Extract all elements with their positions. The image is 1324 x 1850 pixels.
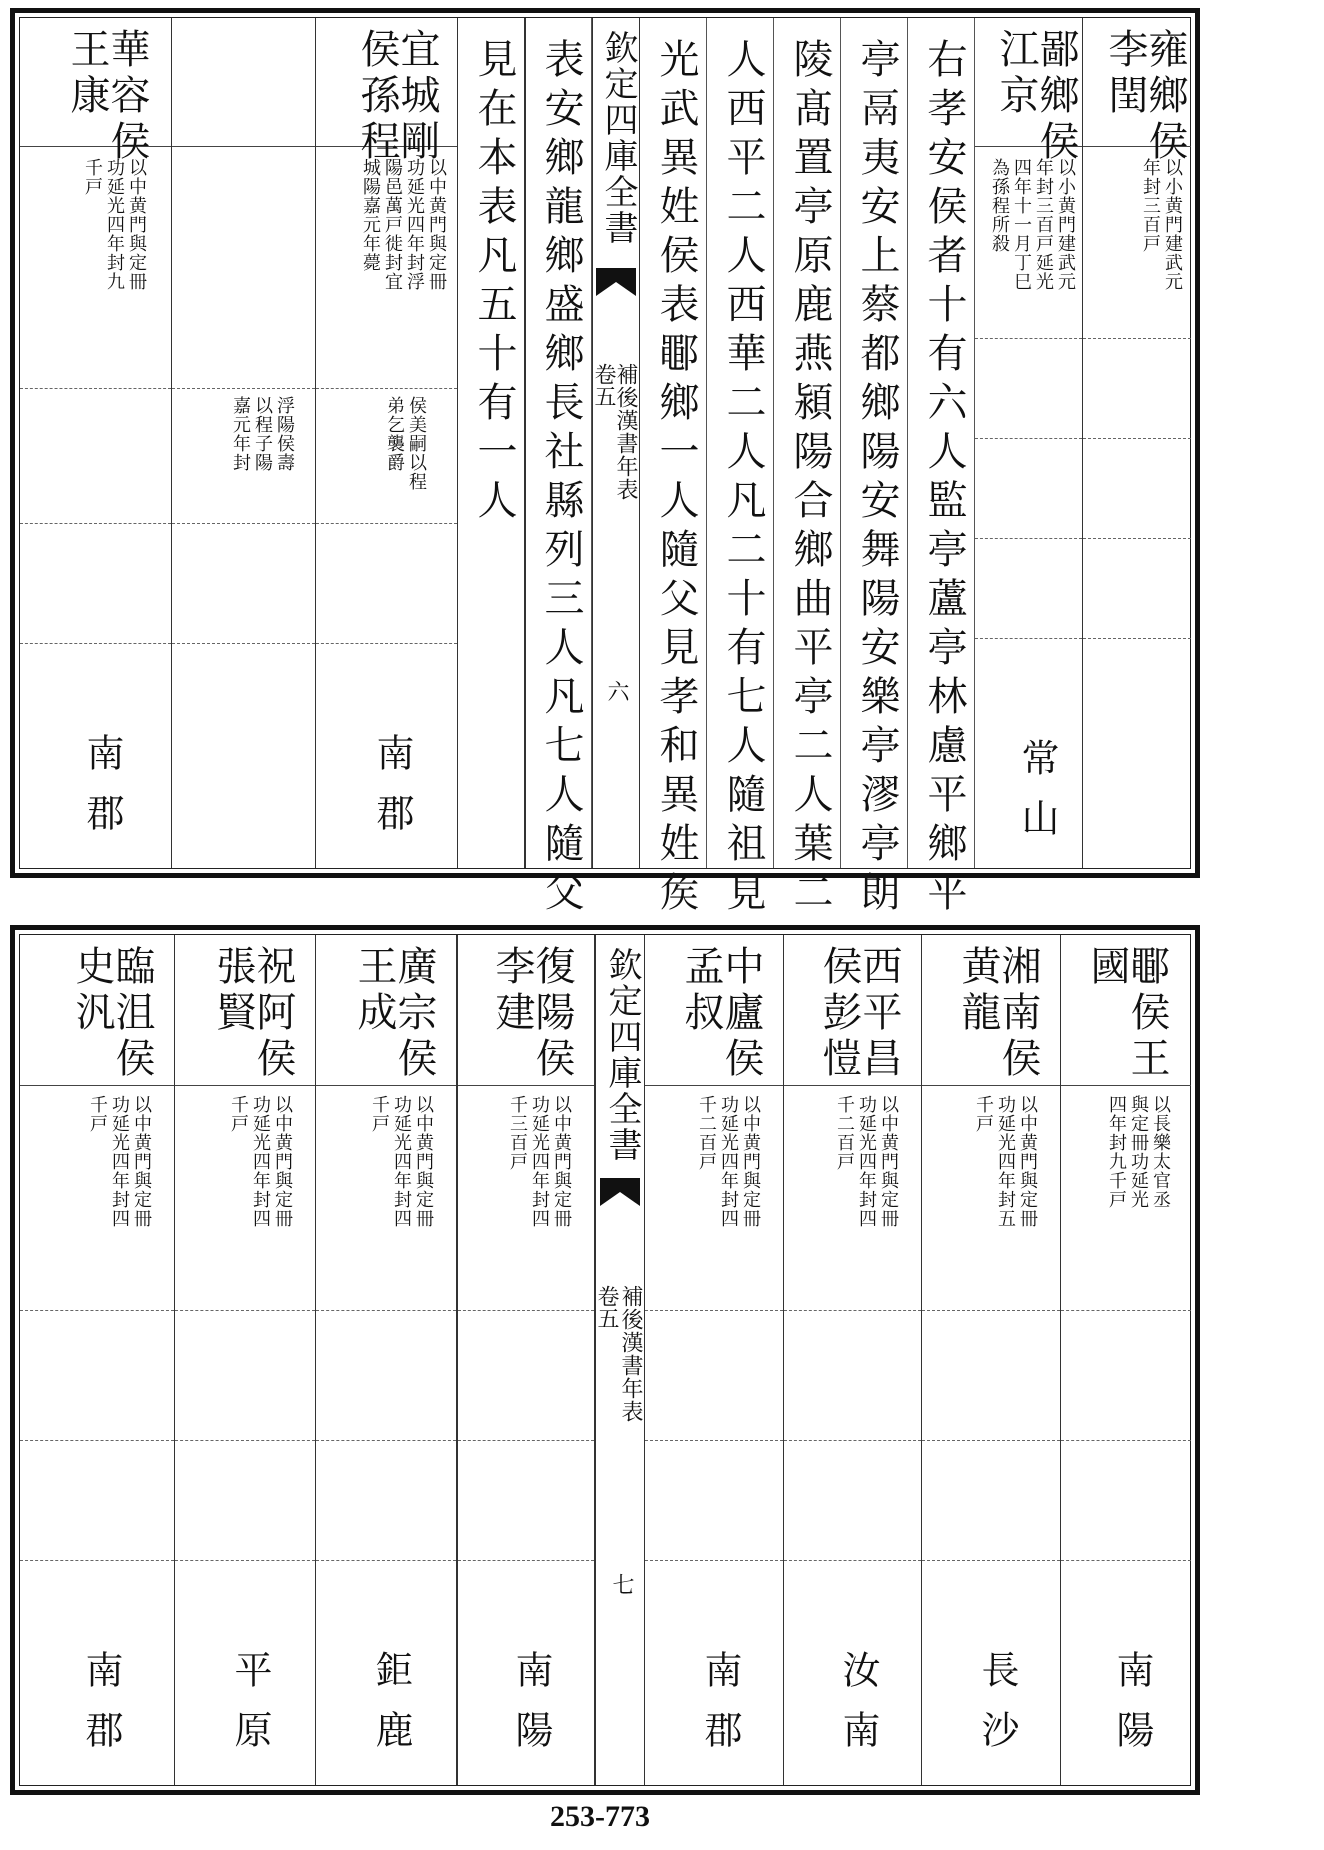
table-column	[20, 935, 175, 1785]
table-column	[457, 935, 595, 1785]
successor-note: 侯美嗣以程 弟乞襲爵	[384, 396, 427, 491]
table-column	[645, 935, 784, 1785]
commandery-name: 鉅鹿	[369, 1650, 413, 1770]
fief-note: 以中黄門與定冊 功延光四年封四 千戸	[369, 1095, 434, 1228]
fief-note: 以小黄門建武元 年封三百戸	[1140, 158, 1183, 291]
text-column	[525, 18, 592, 920]
fief-note: 以中黄門與定冊 功延光四年封五 千戸	[973, 1095, 1038, 1228]
fishtail-mark-icon	[600, 1178, 640, 1206]
marquis-title: 廣宗侯 王成	[351, 945, 437, 1083]
text-column	[458, 18, 525, 868]
volume-label: 卷五	[591, 363, 616, 407]
marquis-title: 宜城剛 侯孫程	[354, 28, 440, 166]
commandery-name: 南郡	[370, 733, 414, 853]
fief-note: 以中黄門與定冊 功延光四年封四 千二百戸	[696, 1095, 761, 1228]
bottom-page-frame	[19, 934, 1191, 1786]
marquis-title: 復陽侯 李建	[489, 945, 575, 1083]
bottom-page	[10, 925, 1200, 1795]
commandery-name: 南陽	[509, 1650, 553, 1770]
summary-text: 亭鬲夷安上蔡都鄉陽安舞陽安樂亭漻亭朗	[854, 38, 900, 920]
book-title: 欽定四庫全書	[602, 947, 642, 1163]
text-column	[640, 18, 707, 920]
table-column	[1083, 18, 1191, 868]
fief-note: 以中黄門與定冊 功延光四年封九 千戸	[82, 158, 147, 291]
table-column	[784, 935, 922, 1785]
commandery-name: 汝南	[836, 1650, 880, 1770]
marquis-title: 中廬侯 孟叔	[678, 945, 764, 1083]
fief-note: 以中黄門與定冊 功延光四年封四 千戸	[87, 1095, 152, 1228]
center-spine	[592, 18, 640, 868]
table-column	[172, 18, 316, 868]
fief-note: 以長樂太官丞 與定冊功延光 四年封九千戸	[1106, 1095, 1171, 1209]
marquis-title: 雍鄉侯 李閏	[1102, 28, 1188, 166]
text-column	[841, 18, 908, 920]
text-column	[908, 18, 975, 920]
marquis-title: 華容侯 王康	[64, 28, 150, 166]
text-column	[707, 18, 774, 920]
summary-text: 光武異姓侯表鄳鄉一人隨父見孝和異姓矦	[653, 38, 699, 920]
book-title: 欽定四庫全書	[598, 30, 638, 246]
summary-text: 表安鄉龍鄉盛鄉長社縣列三人凡七人隨父	[538, 38, 584, 920]
fief-note: 以中黄門與定冊 功延光四年封四 千二百戸	[834, 1095, 899, 1228]
chapter-title: 補後漢書年表	[613, 363, 638, 501]
commandery-name: 南郡	[79, 1650, 123, 1770]
summary-text: 人西平二人西華二人凡二十有七人隨祖見	[720, 38, 766, 920]
text-column	[774, 18, 841, 920]
table-column	[175, 935, 316, 1785]
chapter-title: 補後漢書年表	[618, 1285, 643, 1423]
table-column	[975, 18, 1083, 868]
commandery-name: 南陽	[1110, 1650, 1154, 1770]
summary-text: 見在本表凡五十有一人	[471, 38, 517, 528]
fief-note: 以小黄門建武元 年封三百戸延光 四年十一月丁巳 為孫程所殺	[989, 158, 1076, 291]
marquis-title: 祝阿侯 張賢	[210, 945, 296, 1083]
marquis-title: 鄳侯王 國	[1084, 945, 1170, 1083]
center-spine	[595, 935, 645, 1785]
top-page-frame	[19, 17, 1191, 920]
commandery-name: 南郡	[698, 1650, 742, 1770]
marquis-title: 鄙鄉侯 江京	[993, 28, 1079, 166]
fief-note: 以中黄門與定冊 功延光四年封浮 陽邑萬戸徙封宜 城陽嘉元年薨	[360, 158, 447, 291]
volume-label: 卷五	[594, 1285, 619, 1329]
commandery-name: 常山	[1015, 738, 1059, 858]
commandery-name: 長沙	[975, 1650, 1019, 1770]
successor-note: 浮陽侯壽 以程子陽 嘉元年封	[230, 396, 295, 472]
marquis-title: 臨沮侯 史汎	[69, 945, 155, 1083]
folio-number: 六	[604, 680, 629, 702]
commandery-name: 平原	[228, 1650, 272, 1770]
fishtail-mark-icon	[596, 268, 636, 296]
fief-note: 以中黄門與定冊 功延光四年封四 千戸	[228, 1095, 293, 1228]
summary-text: 陵髙置亭原鹿燕潁陽合鄉曲平亭二人葉二	[787, 38, 833, 920]
folio-number: 七	[609, 1573, 634, 1595]
table-column	[316, 935, 457, 1785]
summary-text: 右孝安侯者十有六人監亭蘆亭林慮平鄉平	[921, 38, 967, 920]
table-column	[1061, 935, 1191, 1785]
table-column	[922, 935, 1061, 1785]
marquis-title: 湘南侯 黄龍	[955, 945, 1041, 1083]
table-column	[316, 18, 458, 868]
marquis-title: 西平昌 侯彭愷	[816, 945, 902, 1083]
commandery-name: 南郡	[80, 733, 124, 853]
top-page	[10, 8, 1200, 920]
fief-note: 以中黄門與定冊 功延光四年封四 千三百戸	[507, 1095, 572, 1228]
table-column	[20, 18, 172, 868]
page-number: 253-773	[550, 1800, 650, 1833]
